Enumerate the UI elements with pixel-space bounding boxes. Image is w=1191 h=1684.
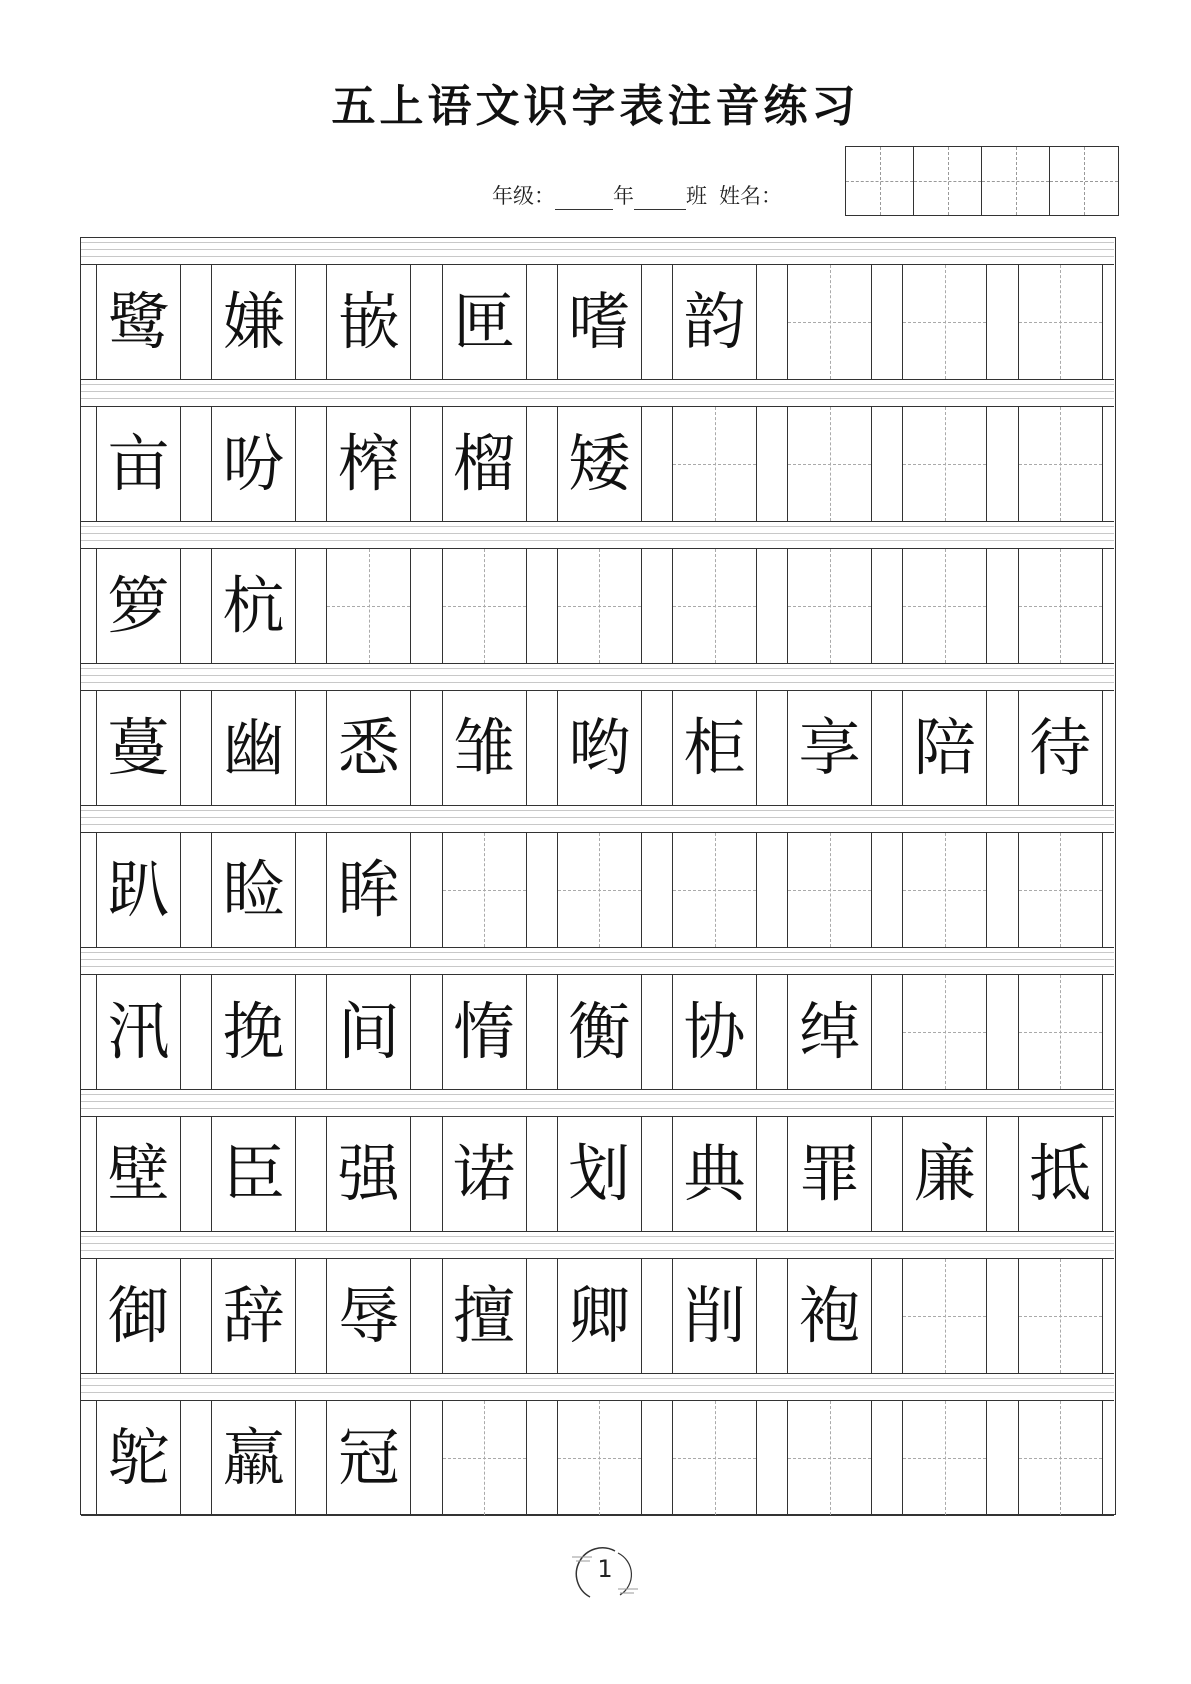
- character-cell: 待: [1018, 691, 1103, 805]
- empty-practice-cell[interactable]: [442, 833, 527, 947]
- character-cell: 嗜: [557, 265, 642, 379]
- empty-practice-cell[interactable]: [902, 265, 987, 379]
- character-cell: 蔓: [96, 691, 181, 805]
- character-cell: 冠: [326, 1401, 411, 1515]
- page-number: [570, 1545, 640, 1605]
- character-cell: 臣: [211, 1117, 296, 1231]
- empty-practice-cell[interactable]: [902, 833, 987, 947]
- character-cell: 趴: [96, 833, 181, 947]
- character-row: [81, 1116, 1114, 1232]
- empty-practice-cell[interactable]: [672, 833, 757, 947]
- character-cell: 挽: [211, 975, 296, 1089]
- empty-practice-cell[interactable]: [1018, 975, 1103, 1089]
- character-row: [81, 1258, 1114, 1374]
- character-cell: 韵: [672, 265, 757, 379]
- empty-practice-cell[interactable]: [1018, 549, 1103, 663]
- empty-practice-cell[interactable]: [1018, 1401, 1103, 1515]
- character-cell: 御: [96, 1259, 181, 1373]
- class-label: 班: [686, 184, 707, 208]
- character-cell: 雏: [442, 691, 527, 805]
- practice-row: [81, 1374, 1114, 1516]
- practice-row: [81, 238, 1114, 380]
- character-cell: 羸: [211, 1401, 296, 1515]
- character-cell: 杭: [211, 549, 296, 663]
- empty-practice-cell[interactable]: [557, 833, 642, 947]
- empty-practice-cell[interactable]: [672, 407, 757, 521]
- class-blank[interactable]: [634, 187, 686, 210]
- character-cell: 眸: [326, 833, 411, 947]
- year-label: 年: [613, 184, 634, 208]
- character-cell: 嫌: [211, 265, 296, 379]
- practice-row: [81, 1090, 1114, 1232]
- character-cell: 衡: [557, 975, 642, 1089]
- character-cell: 协: [672, 975, 757, 1089]
- empty-practice-cell[interactable]: [1018, 265, 1103, 379]
- character-cell: 匣: [442, 265, 527, 379]
- character-cell: 廉: [902, 1117, 987, 1231]
- character-cell: 亩: [96, 407, 181, 521]
- pinyin-lines[interactable]: [81, 1090, 1114, 1116]
- character-cell: 袍: [787, 1259, 872, 1373]
- character-row: [81, 548, 1114, 664]
- practice-grid: [80, 237, 1116, 1515]
- practice-row: [81, 522, 1114, 664]
- empty-practice-cell[interactable]: [787, 549, 872, 663]
- character-cell: 抵: [1018, 1117, 1103, 1231]
- empty-practice-cell[interactable]: [902, 975, 987, 1089]
- character-cell: 惰: [442, 975, 527, 1089]
- empty-practice-cell[interactable]: [557, 1401, 642, 1515]
- empty-practice-cell[interactable]: [557, 549, 642, 663]
- pinyin-lines[interactable]: [81, 522, 1114, 548]
- character-cell: 鸵: [96, 1401, 181, 1515]
- name-box[interactable]: [914, 147, 982, 215]
- character-cell: 绰: [787, 975, 872, 1089]
- character-cell: 悉: [326, 691, 411, 805]
- practice-row: [81, 664, 1114, 806]
- empty-practice-cell[interactable]: [442, 1401, 527, 1515]
- grade-blank[interactable]: [555, 187, 613, 210]
- character-cell: 辱: [326, 1259, 411, 1373]
- empty-practice-cell[interactable]: [442, 549, 527, 663]
- practice-row: [81, 380, 1114, 522]
- character-row: [81, 406, 1114, 522]
- character-row: [81, 264, 1114, 380]
- character-cell: 典: [672, 1117, 757, 1231]
- practice-row: [81, 1232, 1114, 1374]
- name-label: 姓名：: [719, 184, 782, 208]
- pinyin-lines[interactable]: [81, 238, 1114, 264]
- page-title: 五上语文识字表注音练习: [331, 81, 860, 132]
- pinyin-lines[interactable]: [81, 1232, 1114, 1258]
- character-cell: 壁: [96, 1117, 181, 1231]
- empty-practice-cell[interactable]: [787, 265, 872, 379]
- practice-row: [81, 948, 1114, 1090]
- pinyin-lines[interactable]: [81, 806, 1114, 832]
- name-box[interactable]: [982, 147, 1050, 215]
- character-cell: 吩: [211, 407, 296, 521]
- grade-label: 年级：: [492, 184, 555, 208]
- empty-practice-cell[interactable]: [902, 549, 987, 663]
- character-cell: 嵌: [326, 265, 411, 379]
- character-cell: 汛: [96, 975, 181, 1089]
- empty-practice-cell[interactable]: [1018, 833, 1103, 947]
- pinyin-lines[interactable]: [81, 380, 1114, 406]
- character-cell: 强: [326, 1117, 411, 1231]
- character-cell: 榨: [326, 407, 411, 521]
- character-cell: 划: [557, 1117, 642, 1231]
- character-cell: 榴: [442, 407, 527, 521]
- character-cell: 削: [672, 1259, 757, 1373]
- character-cell: 矮: [557, 407, 642, 521]
- character-cell: 擅: [442, 1259, 527, 1373]
- character-row: [81, 832, 1114, 948]
- character-cell: 睑: [211, 833, 296, 947]
- character-cell: 享: [787, 691, 872, 805]
- character-cell: 卿: [557, 1259, 642, 1373]
- empty-practice-cell[interactable]: [902, 1401, 987, 1515]
- empty-practice-cell[interactable]: [902, 407, 987, 521]
- character-cell: 幽: [211, 691, 296, 805]
- empty-practice-cell[interactable]: [787, 833, 872, 947]
- name-box[interactable]: [846, 147, 914, 215]
- character-cell: 陪: [902, 691, 987, 805]
- pinyin-lines[interactable]: [81, 948, 1114, 974]
- name-box[interactable]: [1050, 147, 1118, 215]
- character-cell: 鹭: [96, 265, 181, 379]
- character-cell: 箩: [96, 549, 181, 663]
- page-number-text: 1: [597, 1555, 613, 1583]
- empty-practice-cell[interactable]: [326, 549, 411, 663]
- name-boxes[interactable]: [845, 146, 1119, 216]
- empty-practice-cell[interactable]: [787, 407, 872, 521]
- character-row: [81, 1400, 1114, 1516]
- empty-practice-cell[interactable]: [787, 1401, 872, 1515]
- empty-practice-cell[interactable]: [902, 1259, 987, 1373]
- pinyin-lines[interactable]: [81, 1374, 1114, 1400]
- character-cell: 罪: [787, 1117, 872, 1231]
- character-cell: 柜: [672, 691, 757, 805]
- empty-practice-cell[interactable]: [672, 1401, 757, 1515]
- empty-practice-cell[interactable]: [672, 549, 757, 663]
- character-cell: 诺: [442, 1117, 527, 1231]
- character-cell: 辞: [211, 1259, 296, 1373]
- pinyin-lines[interactable]: [81, 664, 1114, 690]
- student-info: [492, 180, 782, 210]
- character-cell: 间: [326, 975, 411, 1089]
- empty-practice-cell[interactable]: [1018, 1259, 1103, 1373]
- character-row: [81, 690, 1114, 806]
- character-cell: 哟: [557, 691, 642, 805]
- character-row: [81, 974, 1114, 1090]
- empty-practice-cell[interactable]: [1018, 407, 1103, 521]
- practice-row: [81, 806, 1114, 948]
